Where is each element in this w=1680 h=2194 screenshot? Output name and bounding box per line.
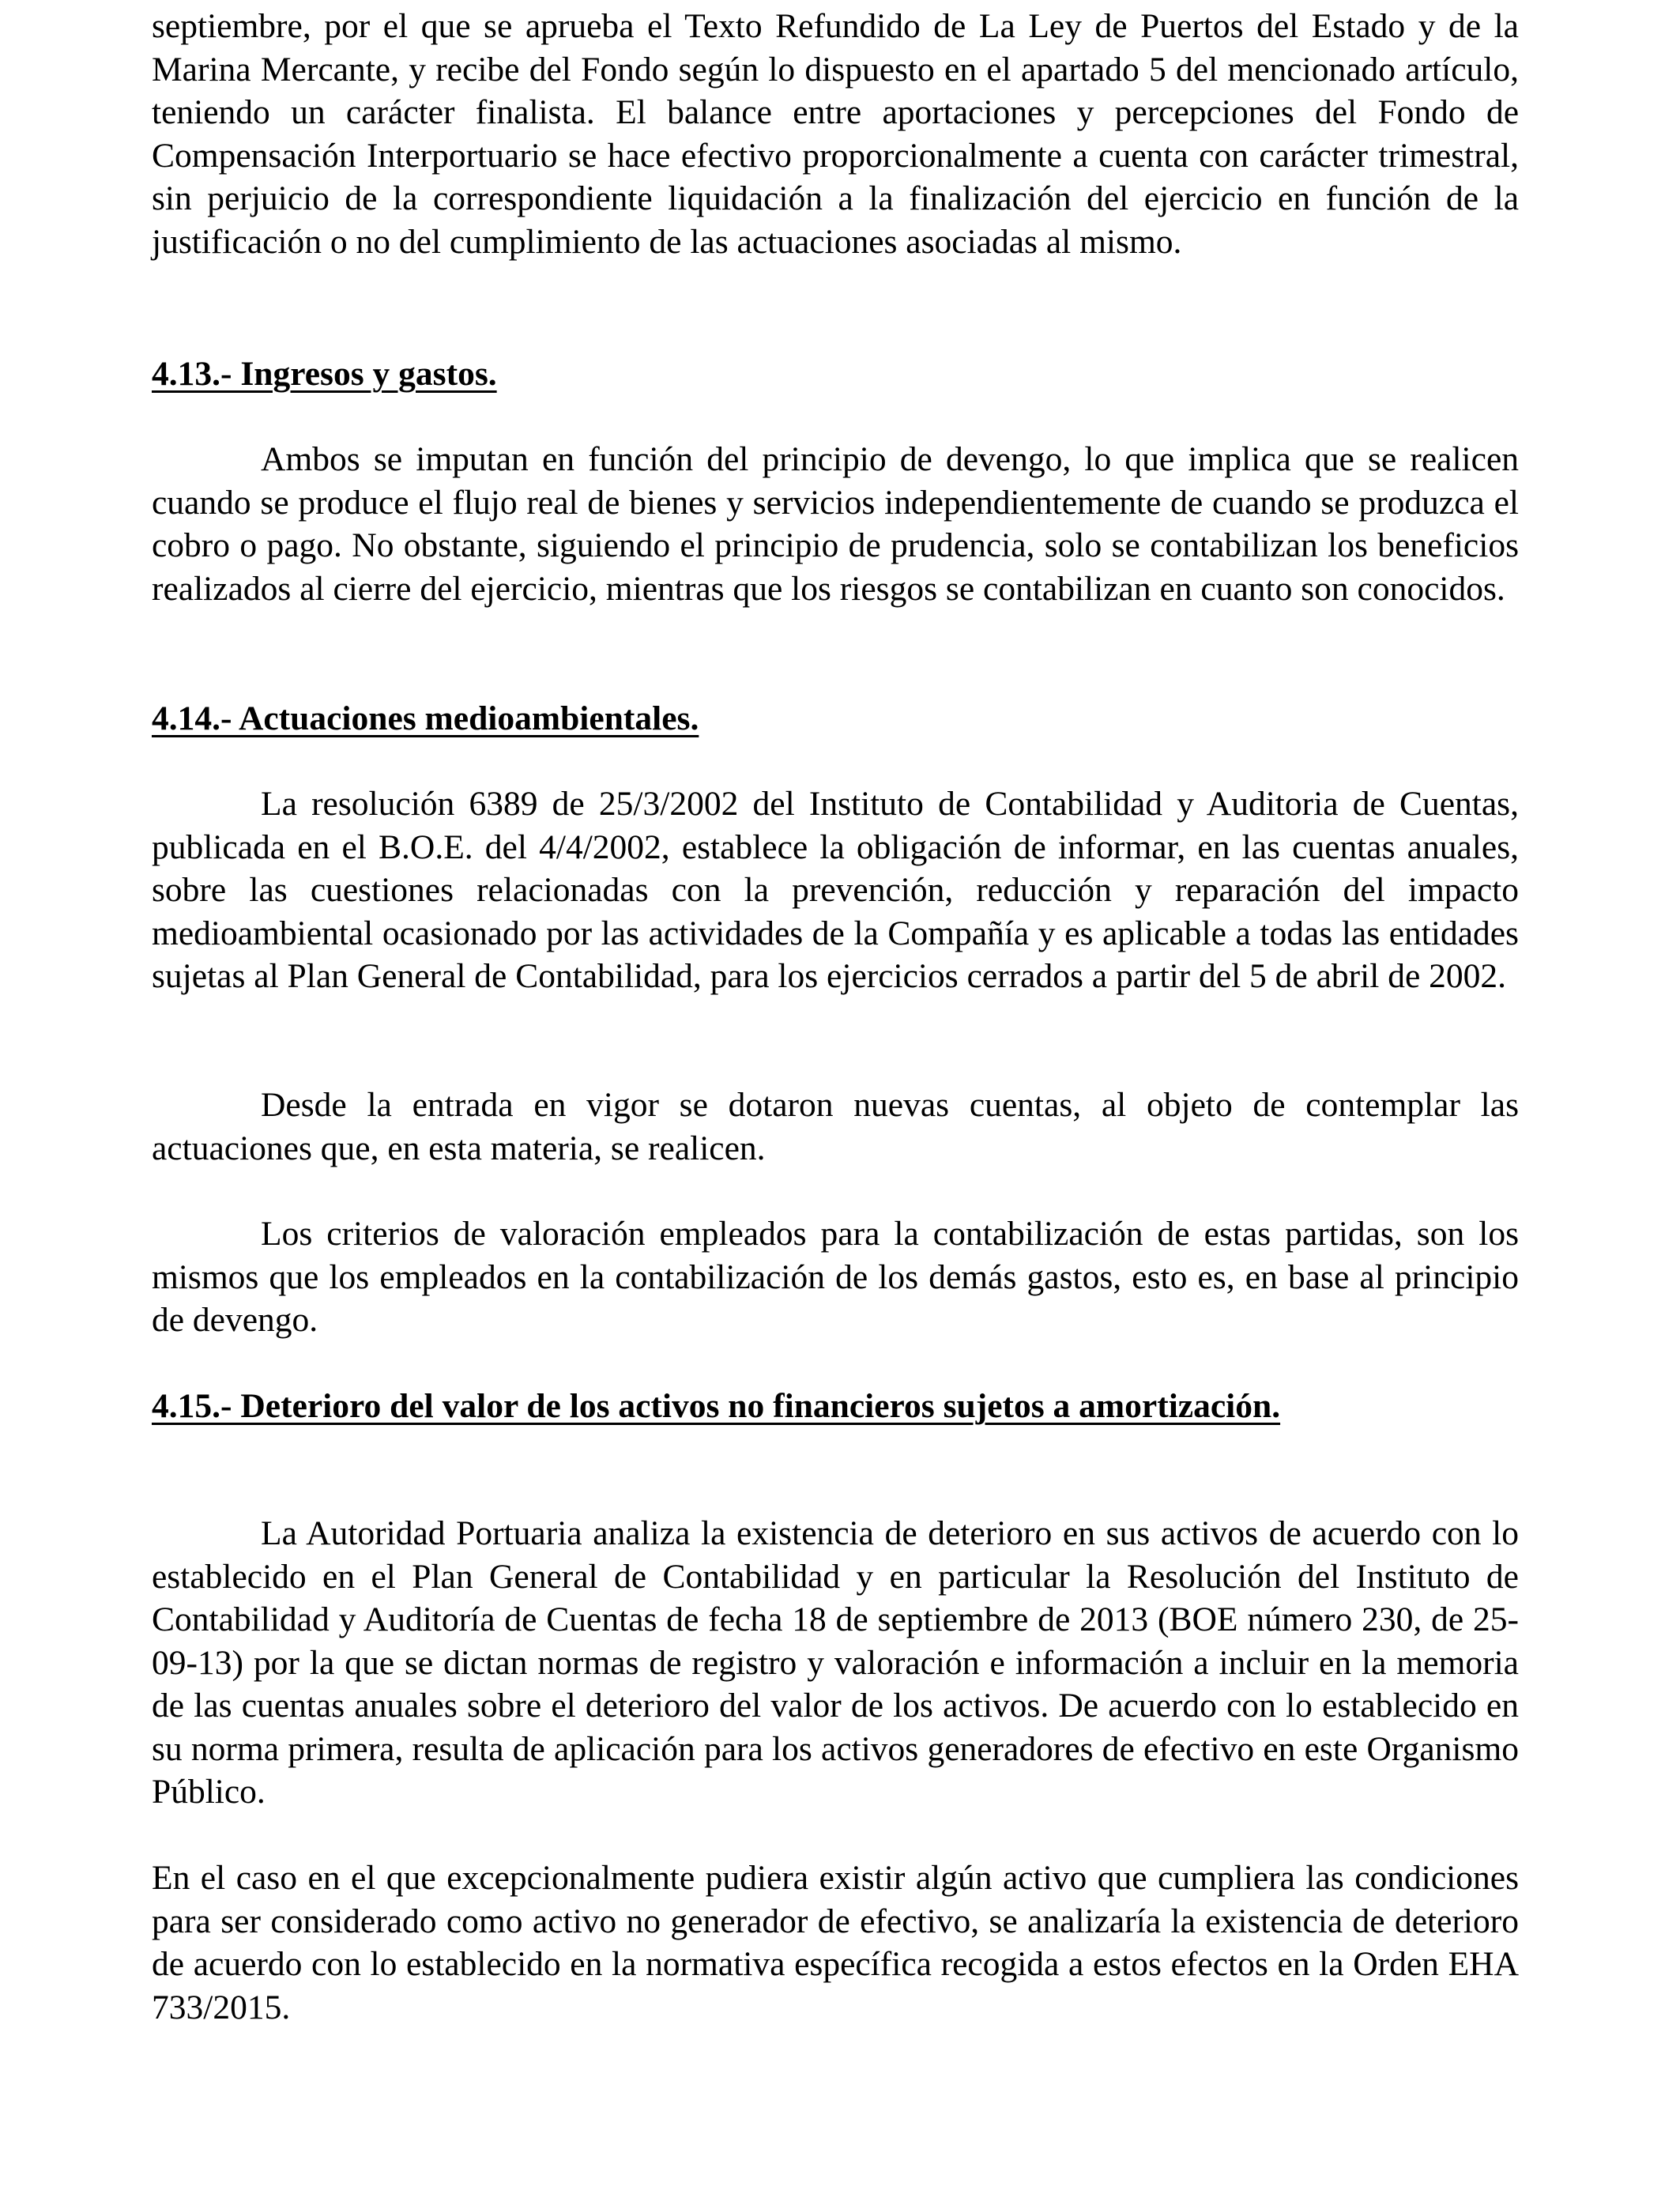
section-heading-actuaciones-medioambientales: 4.14.- Actuaciones medioambientales. [152, 699, 699, 737]
paragraph-criterios-valoracion: Los criterios de valoración empleados para la contabilización de estas partidas, son los mismos que los empleados en la contabilización de los demás gastos, esto es, en base al principio de devengo. [152, 1215, 1519, 1339]
section-heading-ingresos-gastos: 4.13.- Ingresos y gastos. [152, 355, 497, 393]
paragraph-analisis-deterioro: La Autoridad Portuaria analiza la existencia de deterioro en sus activos de acuerdo con lo establecido en el Plan General de Contabilidad y en particular la Resolución del Instituto de Contabilidad y Auditoría de Cuentas de fecha 18 de septiembre de 2013 (BOE número 230, de 25-09-13) por la que se dictan normas de registro y valoración e información a incluir en la memoria de las cuentas anuales sobre el deterioro del valor de los activos. De acuerdo con lo establecido en su norma primera, resulta de aplicación para los activos generadores de efectivo en este Organismo Público. [152, 1514, 1519, 1811]
paragraph-activo-no-generador: En el caso en el que excepcionalmente pudiera existir algún activo que cumpliera las condiciones para ser considerado como activo no generador de efectivo, se analizaría la existencia de deterioro de acuerdo con lo establecido en la normativa específica recogida a estos efectos en la Orden EHA 733/2015. [152, 1859, 1519, 2026]
paragraph-resolucion-6389: La resolución 6389 de 25/3/2002 del Instituto de Contabilidad y Auditoria de Cuentas, publicada en el B.O.E. del 4/4/2002, establece la obligación de informar, en las cuentas anuales, sobre las cuestiones relacionadas con la prevención, reducción y reparación del impacto medioambiental ocasionado por las actividades de la Compañía y es aplicable a todas las entidades sujetas al Plan General de Contabilidad, para los ejercicios cerrados a partir del 5 de abril de 2002. [152, 785, 1519, 995]
paragraph-ingresos-gastos: Ambos se imputan en función del principio de devengo, lo que implica que se realicen cuando se produce el flujo real de bienes y servicios independientemente de cuando se produzca el cobro o pago. No obstante, siguiendo el principio de prudencia, solo se contabilizan los beneficios realizados al cierre del ejercicio, mientras que los riesgos se contabilizan en cuanto son conocidos. [152, 440, 1519, 608]
paragraph-nuevas-cuentas: Desde la entrada en vigor se dotaron nuevas cuentas, al objeto de contemplar las actuaciones que, en esta materia, se realicen. [152, 1086, 1519, 1167]
intro-paragraph: septiembre, por el que se aprueba el Texto Refundido de La Ley de Puertos del Estado y de la Marina Mercante, y recibe del Fondo según lo dispuesto en el apartado 5 del mencionado artículo, teniendo un carácter finalista. El balance entre aportaciones y percepciones del Fondo de Compensación Interportuario se hace efectivo proporcionalmente a cuenta con carácter trimestral, sin perjuicio de la correspondiente liquidación a la finalización del ejercicio en función de la justificación o no del cumplimiento de las actuaciones asociadas al mismo. [152, 7, 1519, 261]
section-heading-deterioro-activos: 4.15.- Deterioro del valor de los activos no financieros sujetos a amortización. [152, 1387, 1281, 1425]
